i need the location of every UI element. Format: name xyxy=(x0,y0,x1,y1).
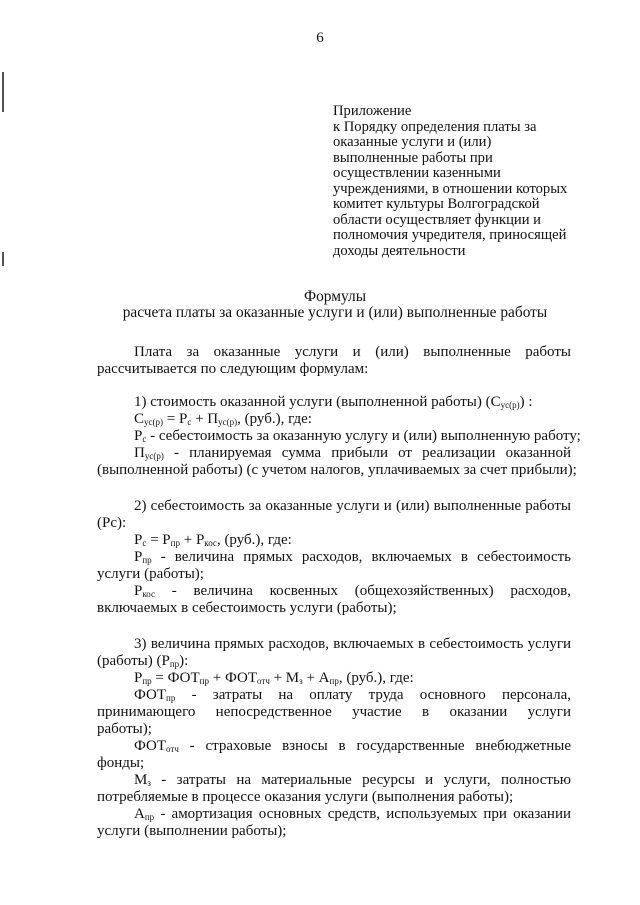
appendix-line: к Порядку определения платы за xyxy=(333,118,537,135)
item-2-definition-2: $P_{кос}$ - величина косвенных (общехозяйственных) расходов, xyxy=(134,583,571,599)
item-2-definition-1-cont: услуги (работы); xyxy=(97,566,204,582)
item-2-section xyxy=(97,498,571,617)
item-3-definition-2: $ФОТ_{отч}$ - страховые взносы в государственные внебюджетные xyxy=(134,738,571,754)
item-1-definition-2: $П_{ус(р)}$ - планируемая сумма прибыли от реализации оказанной xyxy=(134,445,571,461)
appendix-line: полномочия учредителя, приносящей xyxy=(333,227,567,243)
appendix-line: оказанные услуги и (или) xyxy=(333,134,492,150)
page-number: 6 xyxy=(316,30,324,46)
item-3-definition-1: $ФОТ_{пр}$ - затраты на оплату труда основного персонала, xyxy=(134,687,571,703)
appendix-line: учреждениями, в отношении которых xyxy=(333,180,568,197)
item-3-definition-1-cont2: работы); xyxy=(97,721,152,737)
intro-line-1: Плата за оказанные услуги и (или) выполненные работы xyxy=(134,344,571,360)
document-subtitle: расчета платы за оказанные услуги и (или) выполненные работы xyxy=(122,304,548,321)
appendix-line: комитет культуры Волгоградской xyxy=(333,196,540,212)
item-3-definition-1-cont: принимающего непосредственное участие в оказании услуги xyxy=(97,704,571,720)
item-1-heading: 1) стоимость оказанной услуги (выполненной работы) $(C_{ус(р)})$ : xyxy=(134,394,533,410)
intro-line-2: рассчитывается по следующим формулам: xyxy=(97,361,369,377)
intro-paragraph xyxy=(97,344,571,378)
item-3-definition-4: $А_{пр}$ - амортизация основных средств, используемых при оказании xyxy=(134,806,571,822)
item-2-formula: $P_с = P_{пр} + P_{кос}$, (руб.), где: xyxy=(134,532,292,548)
appendix-line: выполненные работы при xyxy=(333,149,493,166)
item-2-definition-2-cont: включаемых в себестоимость услуги (работы); xyxy=(97,600,397,616)
appendix-header xyxy=(333,104,593,259)
scan-edge-mark xyxy=(2,252,4,266)
item-3-definition-3: $М_з$ - затраты на материальные ресурсы и услуги, полностью xyxy=(134,772,571,788)
item-3-section xyxy=(97,636,571,840)
appendix-line: области осуществляет функции и xyxy=(333,211,541,228)
document-title: Формулы xyxy=(303,288,367,305)
item-3-definition-3-cont: потребляемые в процессе оказания услуги (выполнения работы); xyxy=(97,789,514,805)
item-1-definition-1: $P_с$ - себестоимость за оказанную услугу и (или) выполненную работу; xyxy=(134,428,581,444)
item-3-definition-2-cont: фонды; xyxy=(97,755,145,771)
scan-edge-mark xyxy=(2,72,4,112)
item-2-heading-cont: (Pс): xyxy=(97,515,127,531)
appendix-line: доходы деятельности xyxy=(333,242,466,259)
appendix-line: осуществлении казенными xyxy=(333,165,501,181)
item-2-heading: 2) себестоимость за оказанные услуги и (или) выполненные работы xyxy=(134,498,571,514)
item-3-heading: 3) величина прямых расходов, включаемых в себестоимость услуги xyxy=(134,636,571,652)
item-1-section xyxy=(97,394,581,479)
item-3-formula: $P_{пр} = ФОТ_{пр} + ФОТ_{отч} + М_з + А_{пр}$, (руб.), где: xyxy=(134,670,414,686)
item-3-definition-4-cont: услуги (выполнении работы); xyxy=(97,823,287,839)
item-1-definition-2-cont: (выполненной работы) (с учетом налогов, уплачиваемых за счет прибыли); xyxy=(97,462,577,478)
item-1-formula: $C_{ус(р)} = P_с + П_{ус(р)}$, (руб.), где: xyxy=(134,411,312,427)
appendix-line: Приложение xyxy=(333,103,412,119)
item-3-heading-cont: (работы) $(P_{пр})$: xyxy=(97,653,189,669)
item-2-definition-1: $P_{пр}$ - величина прямых расходов, включаемых в себестоимость xyxy=(134,549,571,565)
